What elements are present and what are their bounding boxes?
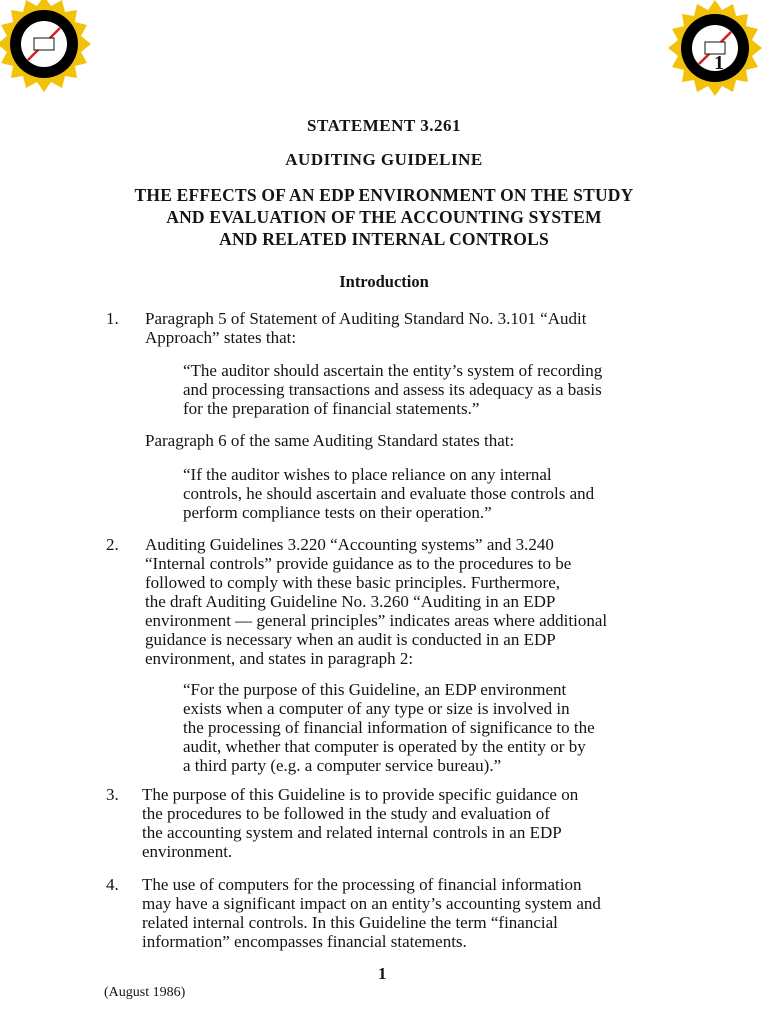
paragraph-3 bbox=[142, 785, 680, 861]
pdf-xchange-badge-right[interactable] bbox=[665, 0, 765, 98]
text-line: the draft Auditing Guideline No. 3.260 “Auditing in an EDP bbox=[145, 592, 556, 611]
title-line: THE EFFECTS OF AN EDP ENVIRONMENT ON THE STUDY bbox=[134, 185, 634, 205]
text-line: perform compliance tests on their operation.” bbox=[183, 503, 492, 522]
text-line: may have a significant impact on an entity’s accounting system and bbox=[142, 894, 601, 913]
text-line: a third party (e.g. a computer service bureau).” bbox=[183, 756, 502, 775]
quote-2 bbox=[183, 465, 679, 522]
text-line: “Internal controls” provide guidance as to the procedures to be bbox=[145, 554, 572, 573]
paragraph-4 bbox=[142, 875, 680, 951]
text-line: the processing of financial information of significance to the bbox=[183, 718, 595, 737]
text-line: Paragraph 5 of Statement of Auditing Standard No. 3.101 “Audit bbox=[145, 309, 587, 328]
text-line: environment. bbox=[142, 842, 233, 861]
pdf-xchange-badge-left[interactable] bbox=[0, 0, 94, 94]
text-line: exists when a computer of any type or size is involved in bbox=[183, 699, 570, 718]
text-line: the procedures to be followed in the study and evaluation of bbox=[142, 804, 550, 823]
text-line: information” encompasses financial statements. bbox=[142, 932, 467, 951]
title-line: AND RELATED INTERNAL CONTROLS bbox=[219, 229, 549, 249]
text-line: The use of computers for the processing of financial information bbox=[142, 875, 582, 894]
text-line: environment, and states in paragraph 2: bbox=[145, 649, 414, 668]
text-line: Auditing Guidelines 3.220 “Accounting systems” and 3.240 bbox=[145, 535, 554, 554]
title-line: AND EVALUATION OF THE ACCOUNTING SYSTEM bbox=[166, 207, 602, 227]
text-line: “If the auditor wishes to place reliance on any internal bbox=[183, 465, 552, 484]
paragraph-1-continued: Paragraph 6 of the same Auditing Standard states that: bbox=[145, 431, 515, 450]
text-line: the accounting system and related internal controls in an EDP bbox=[142, 823, 562, 842]
paragraph-number: 4. bbox=[106, 875, 119, 894]
text-line: controls, he should ascertain and evaluate those controls and bbox=[183, 484, 595, 503]
text-line: audit, whether that computer is operated by the entity or by bbox=[183, 737, 586, 756]
paragraph-1 bbox=[145, 309, 685, 347]
text-line: environment — general principles” indicates areas where additional bbox=[145, 611, 608, 630]
quote-3 bbox=[183, 680, 679, 775]
corner-page-number: 1 bbox=[714, 52, 724, 74]
pdf-xchange-badge-icon bbox=[0, 0, 94, 94]
footer-page-number: 1 bbox=[378, 964, 387, 983]
paragraph-2 bbox=[145, 535, 681, 668]
text-line: Approach” states that: bbox=[145, 328, 297, 347]
text-line: and processing transactions and assess its adequacy as a basis bbox=[183, 380, 602, 399]
introduction-heading: Introduction bbox=[339, 272, 429, 291]
text-line: The purpose of this Guideline is to provide specific guidance on bbox=[142, 785, 579, 804]
text-line: “The auditor should ascertain the entity’s system of recording bbox=[183, 361, 603, 380]
guideline-heading: AUDITING GUIDELINE bbox=[285, 150, 483, 169]
text-line: “For the purpose of this Guideline, an EDP environment bbox=[183, 680, 567, 699]
text-line: related internal controls. In this Guideline the term “financial bbox=[142, 913, 558, 932]
paragraph-number: 1. bbox=[106, 309, 119, 328]
text-line: followed to comply with these basic principles. Furthermore, bbox=[145, 573, 560, 592]
pdf-xchange-badge-icon bbox=[665, 0, 765, 98]
document-title bbox=[0, 184, 768, 250]
paragraph-number: 3. bbox=[106, 785, 119, 804]
quote-1 bbox=[183, 361, 679, 418]
text-line: guidance is necessary when an audit is conducted in an EDP bbox=[145, 630, 556, 649]
text-line: for the preparation of financial statements.” bbox=[183, 399, 480, 418]
statement-heading: STATEMENT 3.261 bbox=[307, 116, 461, 135]
paragraph-number: 2. bbox=[106, 535, 119, 554]
footer-date: (August 1986) bbox=[104, 985, 186, 1000]
